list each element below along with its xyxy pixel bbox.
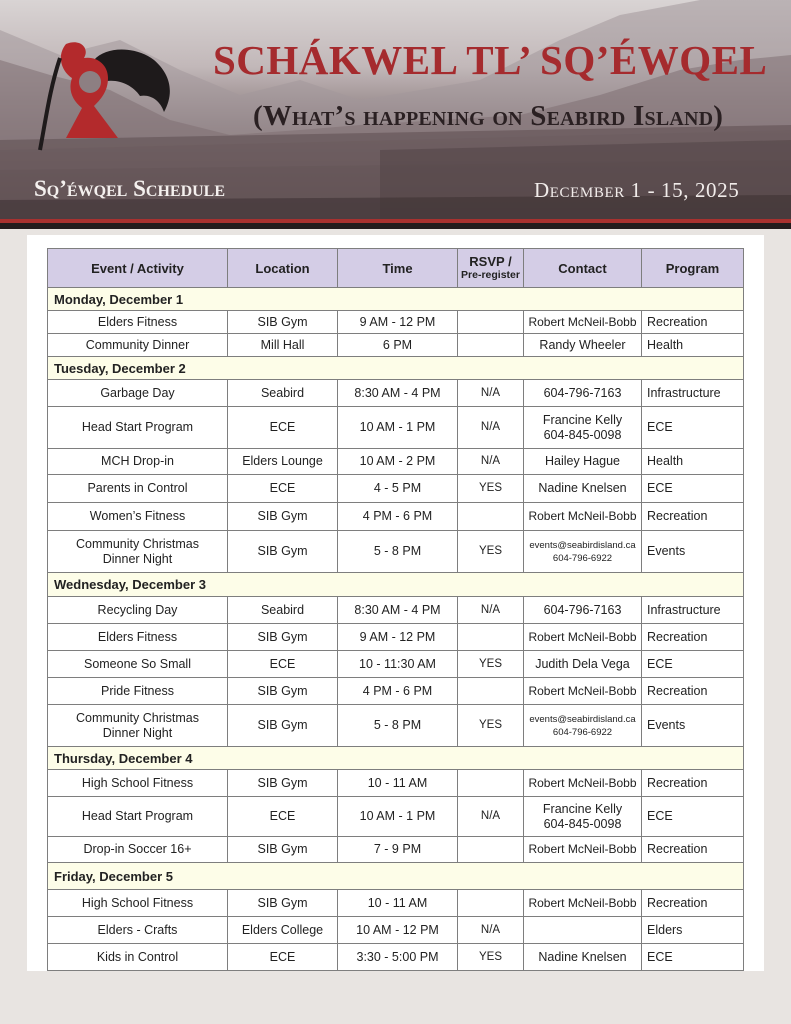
- location-cell: SIB Gym: [228, 678, 338, 705]
- event-name: High School Fitness: [81, 775, 194, 790]
- day-label: Monday, December 1: [48, 288, 744, 311]
- time-cell: 4 - 5 PM: [338, 475, 458, 503]
- contact-cell: [524, 407, 642, 449]
- table-row: [48, 678, 744, 705]
- day-header-row: [48, 288, 744, 311]
- contact-name: Robert McNeil-Bobb: [528, 509, 637, 523]
- table-row: [48, 503, 744, 531]
- day-header-row: [48, 863, 744, 890]
- event-cell: [48, 890, 228, 917]
- time-cell: 3:30 - 5:00 PM: [338, 944, 458, 971]
- rsvp-cell: [458, 678, 524, 705]
- program-cell: Infrastructure: [642, 597, 744, 624]
- contact-cell: [524, 944, 642, 971]
- header-banner: [0, 0, 791, 222]
- program-cell: Recreation: [642, 311, 744, 334]
- table-row: [48, 770, 744, 797]
- day-header-row: [48, 747, 744, 770]
- time-cell: 10 AM - 1 PM: [338, 797, 458, 837]
- location-cell: ECE: [228, 407, 338, 449]
- location-cell: ECE: [228, 797, 338, 837]
- contact-cell: [524, 797, 642, 837]
- table-row: [48, 944, 744, 971]
- program-cell: ECE: [642, 475, 744, 503]
- contact-cell: [524, 624, 642, 651]
- time-cell: 10 - 11 AM: [338, 770, 458, 797]
- table-row: [48, 380, 744, 407]
- time-cell: 7 - 9 PM: [338, 837, 458, 863]
- event-cell: [48, 311, 228, 334]
- table-row: [48, 531, 744, 573]
- location-cell: SIB Gym: [228, 624, 338, 651]
- program-cell: ECE: [642, 797, 744, 837]
- time-cell: 10 - 11:30 AM: [338, 651, 458, 678]
- pre-register-label: Pre-register: [461, 269, 520, 281]
- location-cell: SIB Gym: [228, 311, 338, 334]
- event-name-line2: Dinner Night: [102, 551, 173, 566]
- rsvp-cell: N/A: [458, 917, 524, 944]
- event-cell: [48, 770, 228, 797]
- event-name: Women’s Fitness: [89, 509, 186, 523]
- day-header-row: [48, 357, 744, 380]
- contact-cell: [524, 311, 642, 334]
- table-row: [48, 311, 744, 334]
- time-cell: 9 AM - 12 PM: [338, 311, 458, 334]
- contact-cell: [524, 890, 642, 917]
- location-cell: ECE: [228, 475, 338, 503]
- contact-cell: [524, 380, 642, 407]
- schedule-label: Sq’éwqel Schedule: [34, 176, 226, 201]
- event-cell: [48, 797, 228, 837]
- table-row: [48, 705, 744, 747]
- contact-name: Robert McNeil-Bobb: [528, 895, 637, 910]
- contact-line2: 604-796-6922: [552, 552, 613, 564]
- event-cell: [48, 407, 228, 449]
- event-name: Elders Fitness: [97, 629, 178, 644]
- schedule-table: [47, 248, 744, 971]
- program-cell: Events: [642, 705, 744, 747]
- program-cell: Recreation: [642, 624, 744, 651]
- location-cell: Seabird: [228, 380, 338, 407]
- rsvp-cell: [458, 334, 524, 357]
- table-row: [48, 797, 744, 837]
- contact-name: events@seabirdisland.ca: [529, 539, 636, 551]
- contact-line2: 604-796-6922: [552, 726, 613, 738]
- program-cell: Recreation: [642, 678, 744, 705]
- time-cell: 10 AM - 12 PM: [338, 917, 458, 944]
- table-row: [48, 917, 744, 944]
- table-row: [48, 597, 744, 624]
- location-cell: Mill Hall: [228, 334, 338, 357]
- event-name: Head Start Program: [81, 420, 194, 434]
- rsvp-cell: N/A: [458, 407, 524, 449]
- program-cell: Recreation: [642, 503, 744, 531]
- program-cell: Recreation: [642, 890, 744, 917]
- contact-name: 604-796-7163: [543, 385, 622, 400]
- program-cell: Health: [642, 449, 744, 475]
- contact-name: Robert McNeil-Bobb: [528, 629, 637, 644]
- contact-line2: 604-845-0098: [543, 427, 622, 442]
- event-name: MCH Drop-in: [101, 454, 174, 468]
- program-cell: Elders: [642, 917, 744, 944]
- table-row: [48, 837, 744, 863]
- rsvp-cell: N/A: [458, 597, 524, 624]
- location-cell: Elders College: [228, 917, 338, 944]
- header-rule-dark: [0, 223, 791, 229]
- contact-cell: [524, 917, 642, 944]
- program-cell: Recreation: [642, 837, 744, 863]
- event-name-line2: Dinner Night: [102, 725, 173, 740]
- event-name: Kids in Control: [96, 949, 179, 964]
- contact-name: Nadine Knelsen: [538, 949, 627, 964]
- event-name: Parents in Control: [87, 481, 188, 495]
- program-cell: ECE: [642, 944, 744, 971]
- rsvp-cell: [458, 503, 524, 531]
- day-label: Wednesday, December 3: [48, 573, 744, 597]
- contact-cell: [524, 449, 642, 475]
- location-cell: SIB Gym: [228, 531, 338, 573]
- date-range: December 1 - 15, 2025: [534, 178, 740, 202]
- event-name: High School Fitness: [81, 895, 194, 910]
- page-title: SCHÁKWEL TL’ SQ’ÉWQEL: [213, 37, 768, 83]
- time-cell: 5 - 8 PM: [338, 531, 458, 573]
- event-cell: [48, 705, 228, 747]
- contact-cell: [524, 597, 642, 624]
- time-cell: 8:30 AM - 4 PM: [338, 597, 458, 624]
- table-row: [48, 407, 744, 449]
- program-cell: ECE: [642, 651, 744, 678]
- column-header-event: Event / Activity: [48, 249, 228, 288]
- contact-cell: [524, 770, 642, 797]
- event-cell: [48, 380, 228, 407]
- event-name: Community Christmas: [76, 536, 199, 551]
- contact-name: events@seabirdisland.ca: [529, 713, 636, 725]
- program-cell: Events: [642, 531, 744, 573]
- column-header-location: Location: [228, 249, 338, 288]
- event-name: Community Christmas: [76, 710, 199, 725]
- time-cell: 4 PM - 6 PM: [338, 503, 458, 531]
- contact-name: Randy Wheeler: [539, 337, 626, 352]
- event-cell: [48, 503, 228, 531]
- contact-cell: [524, 475, 642, 503]
- contact-cell: [524, 651, 642, 678]
- event-name: Elders Fitness: [97, 314, 178, 329]
- contact-cell: [524, 503, 642, 531]
- program-cell: ECE: [642, 407, 744, 449]
- table-row: [48, 890, 744, 917]
- event-name: Head Start Program: [81, 809, 194, 823]
- event-name: Community Dinner: [85, 337, 190, 352]
- rsvp-cell: YES: [458, 475, 524, 503]
- event-cell: [48, 449, 228, 475]
- rsvp-cell: [458, 770, 524, 797]
- contact-name: Francine Kelly: [542, 801, 623, 816]
- contact-name: Nadine Knelsen: [538, 481, 627, 495]
- event-cell: [48, 678, 228, 705]
- table-row: [48, 651, 744, 678]
- column-header-rsvp: [458, 249, 524, 288]
- table-row: [48, 475, 744, 503]
- rsvp-cell: [458, 837, 524, 863]
- page-subtitle: (What’s happening on Seabird Island): [253, 100, 724, 132]
- event-cell: [48, 334, 228, 357]
- rsvp-cell: N/A: [458, 449, 524, 475]
- event-cell: [48, 837, 228, 863]
- table-row: [48, 624, 744, 651]
- schedule-card: [27, 235, 764, 971]
- rsvp-cell: N/A: [458, 380, 524, 407]
- contact-name: Judith Dela Vega: [535, 656, 630, 671]
- event-cell: [48, 944, 228, 971]
- contact-name: Hailey Hague: [544, 454, 621, 468]
- table-header-row: [48, 249, 744, 288]
- event-name: Recycling Day: [97, 602, 178, 617]
- location-cell: SIB Gym: [228, 705, 338, 747]
- contact-name: Robert McNeil-Bobb: [528, 842, 637, 856]
- table-row: [48, 449, 744, 475]
- rsvp-cell: YES: [458, 705, 524, 747]
- time-cell: 6 PM: [338, 334, 458, 357]
- location-cell: Seabird: [228, 597, 338, 624]
- event-cell: [48, 475, 228, 503]
- rsvp-label: RSVP /: [469, 254, 512, 269]
- location-cell: ECE: [228, 944, 338, 971]
- contact-line2: 604-845-0098: [543, 816, 622, 831]
- time-cell: 10 AM - 2 PM: [338, 449, 458, 475]
- table-body: [48, 288, 744, 971]
- contact-cell: [524, 678, 642, 705]
- table-row: [48, 334, 744, 357]
- contact-cell: [524, 705, 642, 747]
- contact-name: Robert McNeil-Bobb: [528, 683, 637, 698]
- rsvp-cell: YES: [458, 944, 524, 971]
- event-name: Drop-in Soccer 16+: [83, 842, 192, 856]
- program-cell: Infrastructure: [642, 380, 744, 407]
- location-cell: SIB Gym: [228, 837, 338, 863]
- day-label: Thursday, December 4: [48, 747, 744, 770]
- contact-name: 604-796-7163: [543, 602, 622, 617]
- time-cell: 4 PM - 6 PM: [338, 678, 458, 705]
- location-cell: SIB Gym: [228, 503, 338, 531]
- event-name: Pride Fitness: [101, 683, 174, 698]
- event-cell: [48, 531, 228, 573]
- program-cell: Recreation: [642, 770, 744, 797]
- rsvp-cell: YES: [458, 531, 524, 573]
- location-cell: SIB Gym: [228, 770, 338, 797]
- time-cell: 10 AM - 1 PM: [338, 407, 458, 449]
- contact-name: Francine Kelly: [542, 412, 623, 427]
- location-cell: ECE: [228, 651, 338, 678]
- location-cell: SIB Gym: [228, 890, 338, 917]
- contact-name: Robert McNeil-Bobb: [528, 775, 637, 790]
- event-name: Elders - Crafts: [97, 922, 178, 937]
- program-cell: Health: [642, 334, 744, 357]
- event-cell: [48, 917, 228, 944]
- column-header-program: Program: [642, 249, 744, 288]
- contact-name: Robert McNeil-Bobb: [528, 314, 637, 329]
- day-label: Tuesday, December 2: [48, 357, 744, 380]
- time-cell: 5 - 8 PM: [338, 705, 458, 747]
- rsvp-cell: [458, 311, 524, 334]
- rsvp-cell: [458, 890, 524, 917]
- day-label: Friday, December 5: [48, 863, 744, 890]
- event-cell: [48, 597, 228, 624]
- day-header-row: [48, 573, 744, 597]
- location-cell: Elders Lounge: [228, 449, 338, 475]
- column-header-contact: Contact: [524, 249, 642, 288]
- seabird-logo-icon: [36, 38, 176, 158]
- contact-cell: [524, 837, 642, 863]
- time-cell: 8:30 AM - 4 PM: [338, 380, 458, 407]
- rsvp-cell: N/A: [458, 797, 524, 837]
- event-name: Garbage Day: [100, 385, 175, 400]
- time-cell: 9 AM - 12 PM: [338, 624, 458, 651]
- contact-cell: [524, 334, 642, 357]
- column-header-time: Time: [338, 249, 458, 288]
- time-cell: 10 - 11 AM: [338, 890, 458, 917]
- event-cell: [48, 651, 228, 678]
- rsvp-cell: YES: [458, 651, 524, 678]
- contact-cell: [524, 531, 642, 573]
- event-name: Someone So Small: [83, 656, 191, 671]
- rsvp-cell: [458, 624, 524, 651]
- event-cell: [48, 624, 228, 651]
